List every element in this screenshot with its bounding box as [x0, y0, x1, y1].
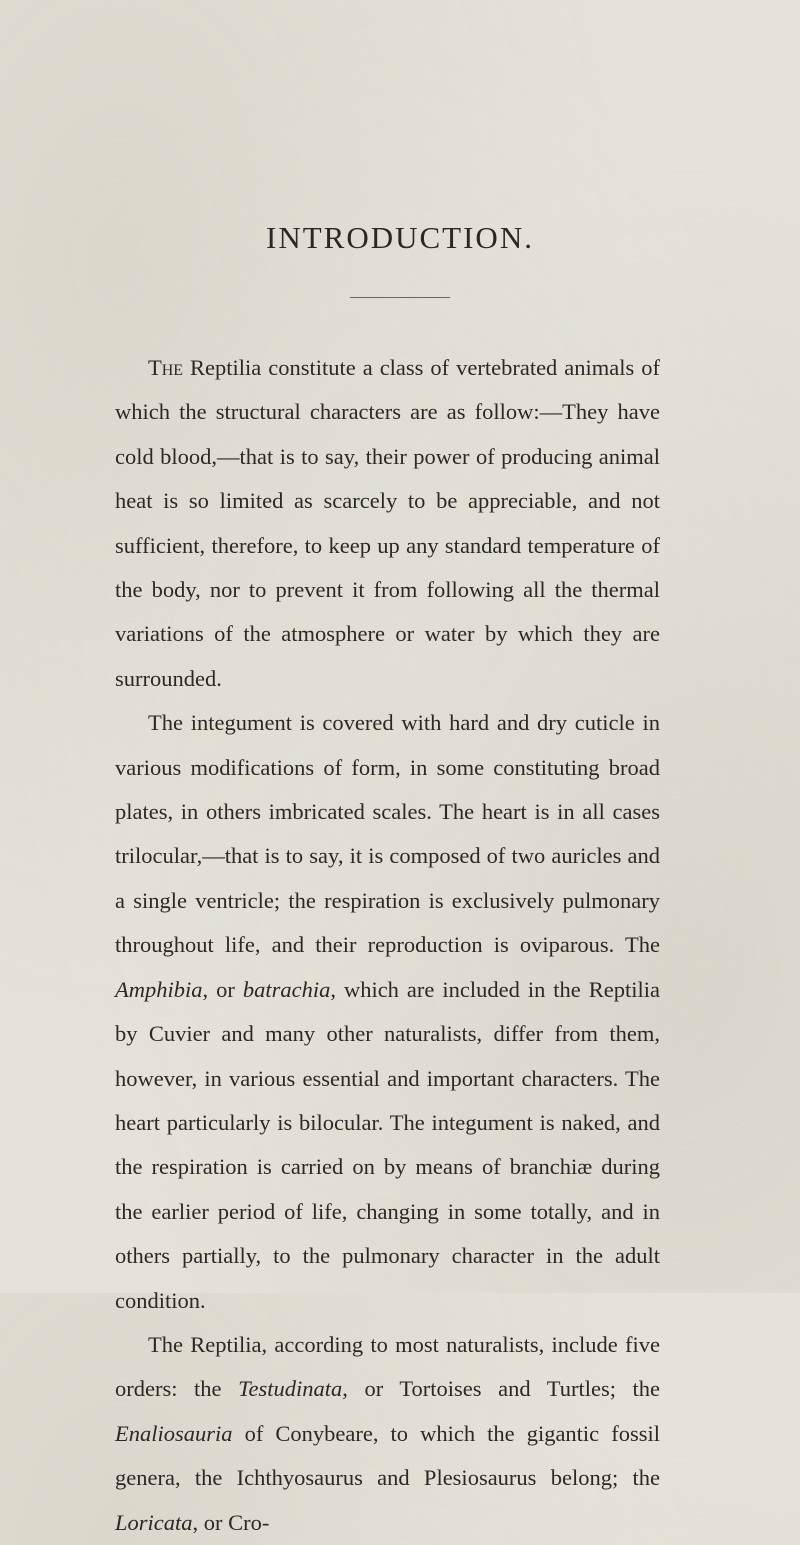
- heading-divider: [350, 297, 450, 298]
- paragraph-3-part-4: , or Cro-: [192, 1509, 270, 1535]
- paragraph-3-part-2: , or Tortoises and Turtles; the: [342, 1376, 660, 1402]
- body-text: [115, 346, 660, 1545]
- paragraph-2: [115, 701, 660, 1323]
- paragraph-3-term-testudinata: Testudinata: [238, 1376, 343, 1402]
- chapter-heading: INTRODUCTION.: [266, 220, 534, 255]
- paragraph-3-term-loricata: Loricata: [115, 1509, 193, 1535]
- paragraph-2-part-1: The integument is covered with hard and dry cuticle in various modifications of form, in some constituting broad plates, in others imbricated scales. The heart is in all cases trilocular,—that is to say, it is composed of two auricles and a single ventricle; the respiration is exclusively pulmonary throughout life, and their reproduction is oviparous. The: [115, 710, 660, 958]
- paragraph-3-term-enaliosauria: Enaliosauria: [115, 1420, 233, 1446]
- paragraph-2-term-batrachia: batrachia: [242, 976, 331, 1002]
- paragraph-1: [115, 346, 660, 701]
- paragraph-2-part-2: , or: [202, 976, 243, 1002]
- paragraph-3: [115, 1323, 660, 1545]
- paragraph-2-term-amphibia: Amphibia: [115, 976, 203, 1002]
- paragraph-2-part-3: , which are included in the Reptilia by Cuvier and many other naturalists, differ from them, however, in various essential and important characters. The heart particularly is bilocular. The integument is naked, and the respiration is carried on by means of branchiæ during the earlier period of life, changing in some totally, and in others partially, to the pulmonary character in the adult condition.: [115, 976, 661, 1313]
- paragraph-1-lead: The: [148, 355, 184, 380]
- paragraph-3-part-3: of Conybeare, to which the gigantic fossil genera, the Ichthyosaurus and Plesiosaurus belong; the: [115, 1420, 660, 1491]
- paragraph-1-text: Reptilia constitute a class of vertebrated animals of which the structural characters are as follow:—They have cold blood,—that is to say, their power of producing animal heat is so limited as scarcely to be appreciable, and not sufficient, therefore, to keep up any standard temperature of the body, nor to prevent it from following all the thermal variations of the atmosphere or water by which they are surrounded.: [115, 355, 660, 691]
- paragraph-3-part-1: The Reptilia, according to most naturalists, include five orders: the: [115, 1331, 660, 1402]
